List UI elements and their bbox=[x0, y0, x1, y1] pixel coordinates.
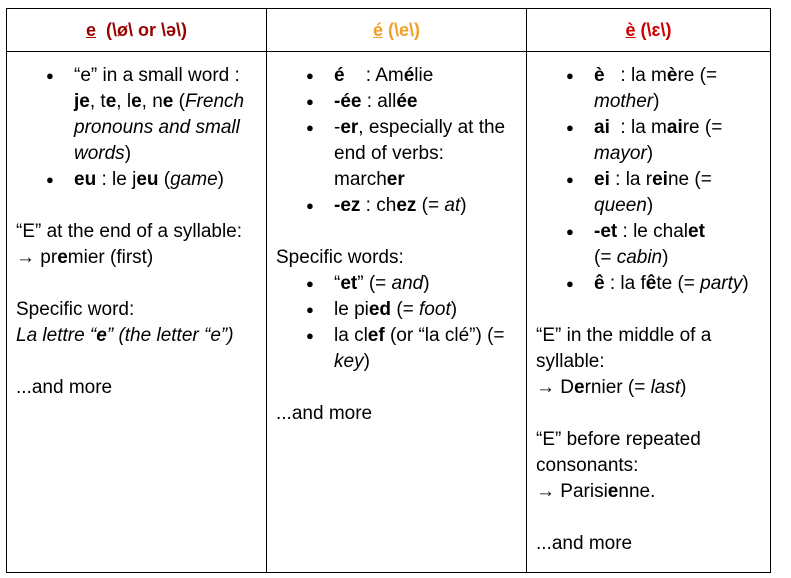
e-item-small-words: ● “e” in a small word : je, te, le, ne (French pronouns and small words) bbox=[74, 63, 258, 167]
content-row bbox=[7, 52, 771, 573]
e-acute-item-er: ● -er, especially at the end of verbs: marcher bbox=[334, 115, 518, 193]
e-list bbox=[16, 63, 258, 193]
e-acute-item-ez: ● -ez : chez (= at) bbox=[334, 193, 518, 219]
header-e-grave bbox=[527, 9, 771, 52]
e-and-more: ...and more bbox=[16, 377, 113, 398]
cell-e bbox=[7, 52, 267, 573]
header-e-acute-letter: é bbox=[372, 19, 383, 40]
e-acute-list bbox=[276, 63, 518, 219]
e-specific-word: Specific word: bbox=[16, 299, 135, 320]
e-grave-item-fete: ● ê : la fête (= party) bbox=[594, 271, 762, 297]
header-e bbox=[7, 9, 267, 52]
e-grave-repeated-consonants: “E” before repeated consonants: bbox=[536, 429, 701, 476]
header-row bbox=[7, 9, 771, 52]
e-item-eu: ● eu : le jeu (game) bbox=[74, 167, 258, 193]
cell-e-grave bbox=[527, 52, 771, 573]
e-grave-item-reine: ● ei : la reine (= queen) bbox=[594, 167, 762, 219]
cell-e-acute bbox=[267, 52, 527, 573]
e-acute-word-list bbox=[276, 271, 518, 375]
pronunciation-table bbox=[6, 8, 771, 573]
e-grave-item-mere: ● è : la mère (= mother) bbox=[594, 63, 762, 115]
e-grave-list bbox=[536, 63, 762, 297]
e-acute-item-allee: ● -ée : allée bbox=[334, 89, 518, 115]
e-acute-word-et: ● “et” (= and) bbox=[334, 271, 518, 297]
e-grave-item-maire: ● ai : la maire (= mayor) bbox=[594, 115, 762, 167]
e-acute-word-clef: ● la clef (or “la clé”) (= key) bbox=[334, 323, 518, 375]
e-example-premier: → premier (first) bbox=[16, 247, 154, 268]
e-acute-and-more: ...and more bbox=[276, 403, 373, 424]
e-grave-example-dernier: → Dernier (= last) bbox=[536, 377, 687, 398]
e-grave-item-chalet: ● -et : le chalet (= cabin) bbox=[594, 219, 762, 271]
e-acute-item-amelie: ● é : Amélie bbox=[334, 63, 518, 89]
e-grave-example-parisienne: → Parisienne. bbox=[536, 481, 656, 502]
header-e-grave-letter: è bbox=[625, 19, 636, 40]
e-grave-middle-syllable: “E” in the middle of a syllable: bbox=[536, 325, 712, 372]
header-e-acute bbox=[267, 9, 527, 52]
e-acute-specific-words: Specific words: bbox=[276, 247, 404, 268]
e-acute-word-pied: ● le pied (= foot) bbox=[334, 297, 518, 323]
header-e-ipa: (\ø\ or \ə\) bbox=[106, 19, 188, 40]
header-e-grave-ipa: (\ɛ\) bbox=[640, 19, 672, 40]
e-end-syllable: “E” at the end of a syllable: bbox=[16, 221, 243, 242]
header-e-letter: e bbox=[85, 19, 96, 40]
e-specific-example: La lettre “e” (the letter “e”) bbox=[16, 325, 234, 346]
header-e-acute-ipa: (\e\) bbox=[388, 19, 421, 40]
e-grave-and-more: ...and more bbox=[536, 533, 633, 554]
